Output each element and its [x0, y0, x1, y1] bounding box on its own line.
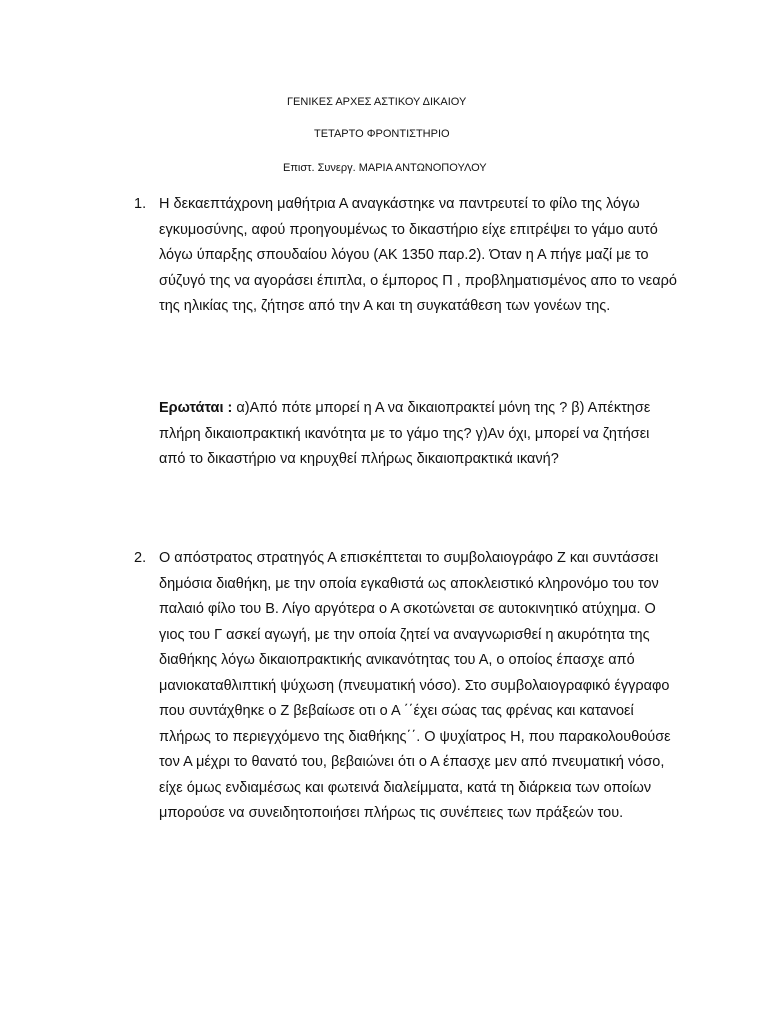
- item-1-question: [159, 396, 679, 473]
- item-1-text: Η δεκαεπτάχρονη μαθήτρια Α αναγκάστηκε να παντρευτεί το φίλο της λόγω εγκυμοσύνης, αφού προηγουμένως το δικαστήριο είχε επιτρέψει το γάμο αυτό λόγω ύπαρξης σπουδαίου λόγου (ΑΚ 1350 παρ.2). Όταν η Α πήγε μαζί με το σύζυγό της να αγοράσει έπιπλα, ο έμπορος Π , προβληματισμένος απο το νεαρό της ηλικίας της, ζήτησε από την Α και τη συγκατάθεση των γονέων της.: [159, 196, 677, 314]
- item-2-number: 2.: [134, 550, 147, 566]
- item-1-question-label: Ερωτάται :: [159, 400, 233, 416]
- document-subtitle: ΤΕΤΑΡΤΟ ΦΡΟΝΤΙΣΤΗΡΙΟ: [314, 128, 450, 140]
- document-author: Επιστ. Συνεργ. ΜΑΡΙΑ ΑΝΤΩΝΟΠΟΥΛΟΥ: [283, 162, 487, 174]
- item-1-number: 1.: [134, 196, 147, 212]
- item-2-text: Ο απόστρατος στρατηγός Α επισκέπτεται το συμβολαιογράφο Ζ και συντάσσει δημόσια διαθήκη, με την οποία εγκαθιστά ως αποκλειστικό κληρονόμο του τον παλαιό φίλο του Β. Λίγο αργότερα ο Α σκοτώνεται σε αυτοκινητικό ατύχημα. Ο γιος του Γ ασκεί αγωγή, με την οποία ζητεί να αναγνωρισθεί η ακυρότητα της διαθήκης λόγω δικαιοπρακτικής ανικανότητας του Α, ο οποίος έπασχε από μανιοκαταθλιπτική ψύχωση (πνευματική νόσο). Στο συμβολαιογραφικό έγγραφο που συντάχθηκε ο Ζ βεβαίωσε οτι ο Α ΄΄έχει σώας τας φρένας και κατανοεί πλήρως το περιεγχόμενο της διαθήκης΄΄. Ο ψυχίατρος Η, που παρακολουθούσε τον Α μέχρι το θανατό του, βεβαιώνει ότι ο Α έπασχε μεν από πνευματική νόσο, είχε όμως ενδιαμέσως και φωτεινά διαλείμματα, κατά τη διάρκεια των οποίων μπορούσε να συνειδητοποιήσει πλήρως τις συνέπειες των πράξεών του.: [159, 550, 671, 821]
- item-1-question-text: α)Από πότε μπορεί η Α να δικαιοπρακτεί μόνη της ? β) Απέκτησε πλήρη δικαιοπρακτική ικανότητα με το γάμο της? γ)Αν όχι, μπορεί να ζητήσει από το δικαστήριο να κηρυχθεί πλήρως δικαιοπρακτικά ικανή?: [159, 400, 651, 467]
- document-title: ΓΕΝΙΚΕΣ ΑΡΧΕΣ ΑΣΤΙΚΟΥ ΔΙΚΑΙΟΥ: [287, 96, 467, 108]
